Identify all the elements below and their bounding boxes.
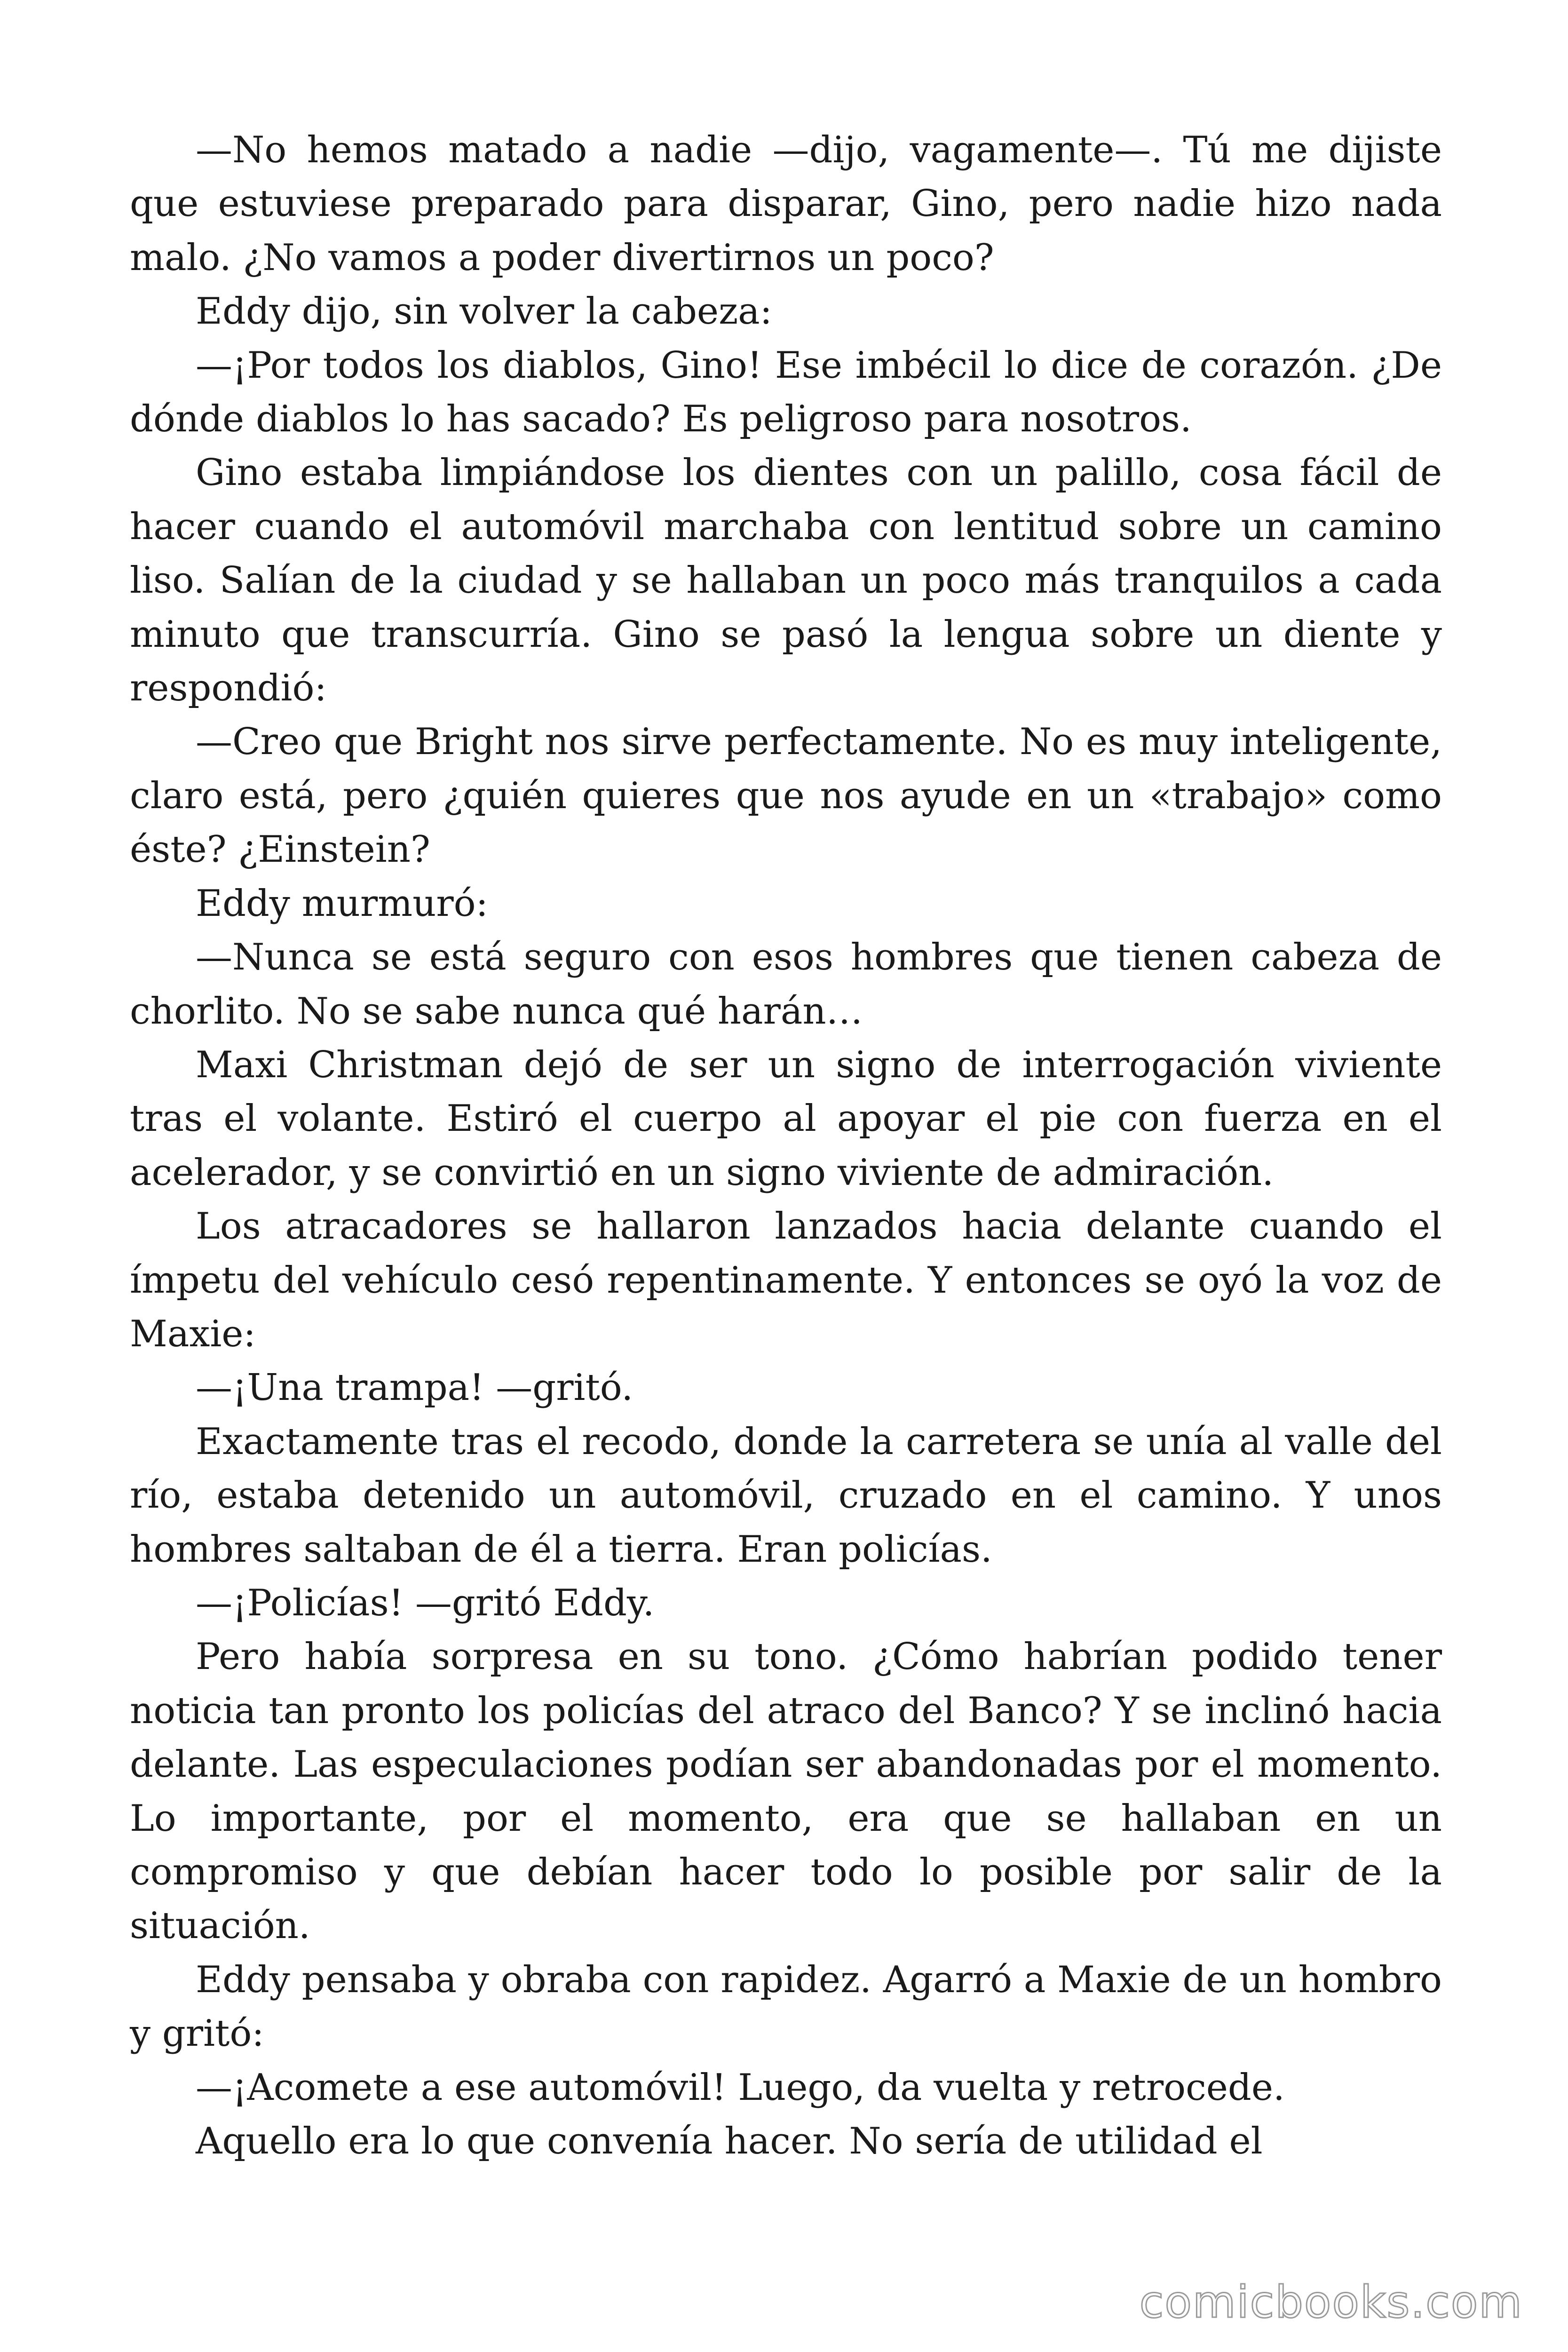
paragraph: Los atracadores se hallaron lanzados hacia delante cuando el ímpetu del vehículo cesó repentinamente. Y entonces se oyó la voz de Maxie: (130, 1205, 1442, 1355)
paragraph-continued: Aquello era lo que convenía hacer. No sería de utilidad el (196, 2120, 1263, 2163)
paragraph: Exactamente tras el recodo, donde la carretera se unía al valle del río, estaba detenido un automóvil, cruzado en el camino. Y unos hombres saltaban de él a tierra. Eran policías. (130, 1420, 1442, 1571)
paragraph: Pero había sorpresa en su tono. ¿Cómo habrían podido tener noticia tan pronto los policías del atraco del Banco? Y se inclinó hacia delante. Las especulaciones podían ser abandonadas por el momento. Lo importante, por el momento, era que se hallaban en un compromiso y que debían hacer todo lo posible por salir de la situación. (130, 1636, 1442, 1947)
paragraph: Eddy pensaba y obraba con rapidez. Agarró a Maxie de un hombro y gritó: (130, 1958, 1442, 2055)
paragraph: —¡Por todos los diablos, Gino! Ese imbécil lo dice de corazón. ¿De dónde diablos lo has sacado? Es peligroso para nosotros. (130, 344, 1442, 441)
paragraph: Eddy murmuró: (196, 882, 488, 925)
paragraph: —Creo que Bright nos sirve perfectamente. No es muy inteligente, claro está, pero ¿quién quieres que nos ayude en un «trabajo» como éste? ¿Einstein? (130, 721, 1442, 871)
paragraph: Eddy dijo, sin volver la cabeza: (196, 290, 772, 333)
watermark-logo: comicbooks.com (1139, 2277, 1523, 2328)
paragraph: Gino estaba limpiándose los dientes con un palillo, cosa fácil de hacer cuando el automóvil marchaba con lentitud sobre un camino liso. Salían de la ciudad y se hallaban un poco más tranquilos a cada minuto que transcurría. Gino se pasó la lengua sobre un diente y respondió: (130, 452, 1442, 710)
paragraph: —¡Acomete a ese automóvil! Luego, da vuelta y retrocede. (196, 2066, 1285, 2109)
paragraph: Maxi Christman dejó de ser un signo de interrogación viviente tras el volante. Estiró el cuerpo al apoyar el pie con fuerza en el acelerador, y se convirtió en un signo viviente de admiración. (130, 1043, 1442, 1194)
paragraph: —No hemos matado a nadie —dijo, vagamente—. Tú me dijiste que estuviese preparado para disparar, Gino, pero nadie hizo nada malo. ¿No vamos a poder divertirnos un poco? (130, 129, 1442, 279)
body-text (130, 123, 1442, 2168)
paragraph: —¡Una trampa! —gritó. (196, 1367, 634, 1409)
paragraph: —Nunca se está seguro con esos hombres que tienen cabeza de chorlito. No se sabe nunca qué harán… (130, 936, 1442, 1033)
paragraph: —¡Policías! —gritó Eddy. (196, 1581, 655, 1624)
